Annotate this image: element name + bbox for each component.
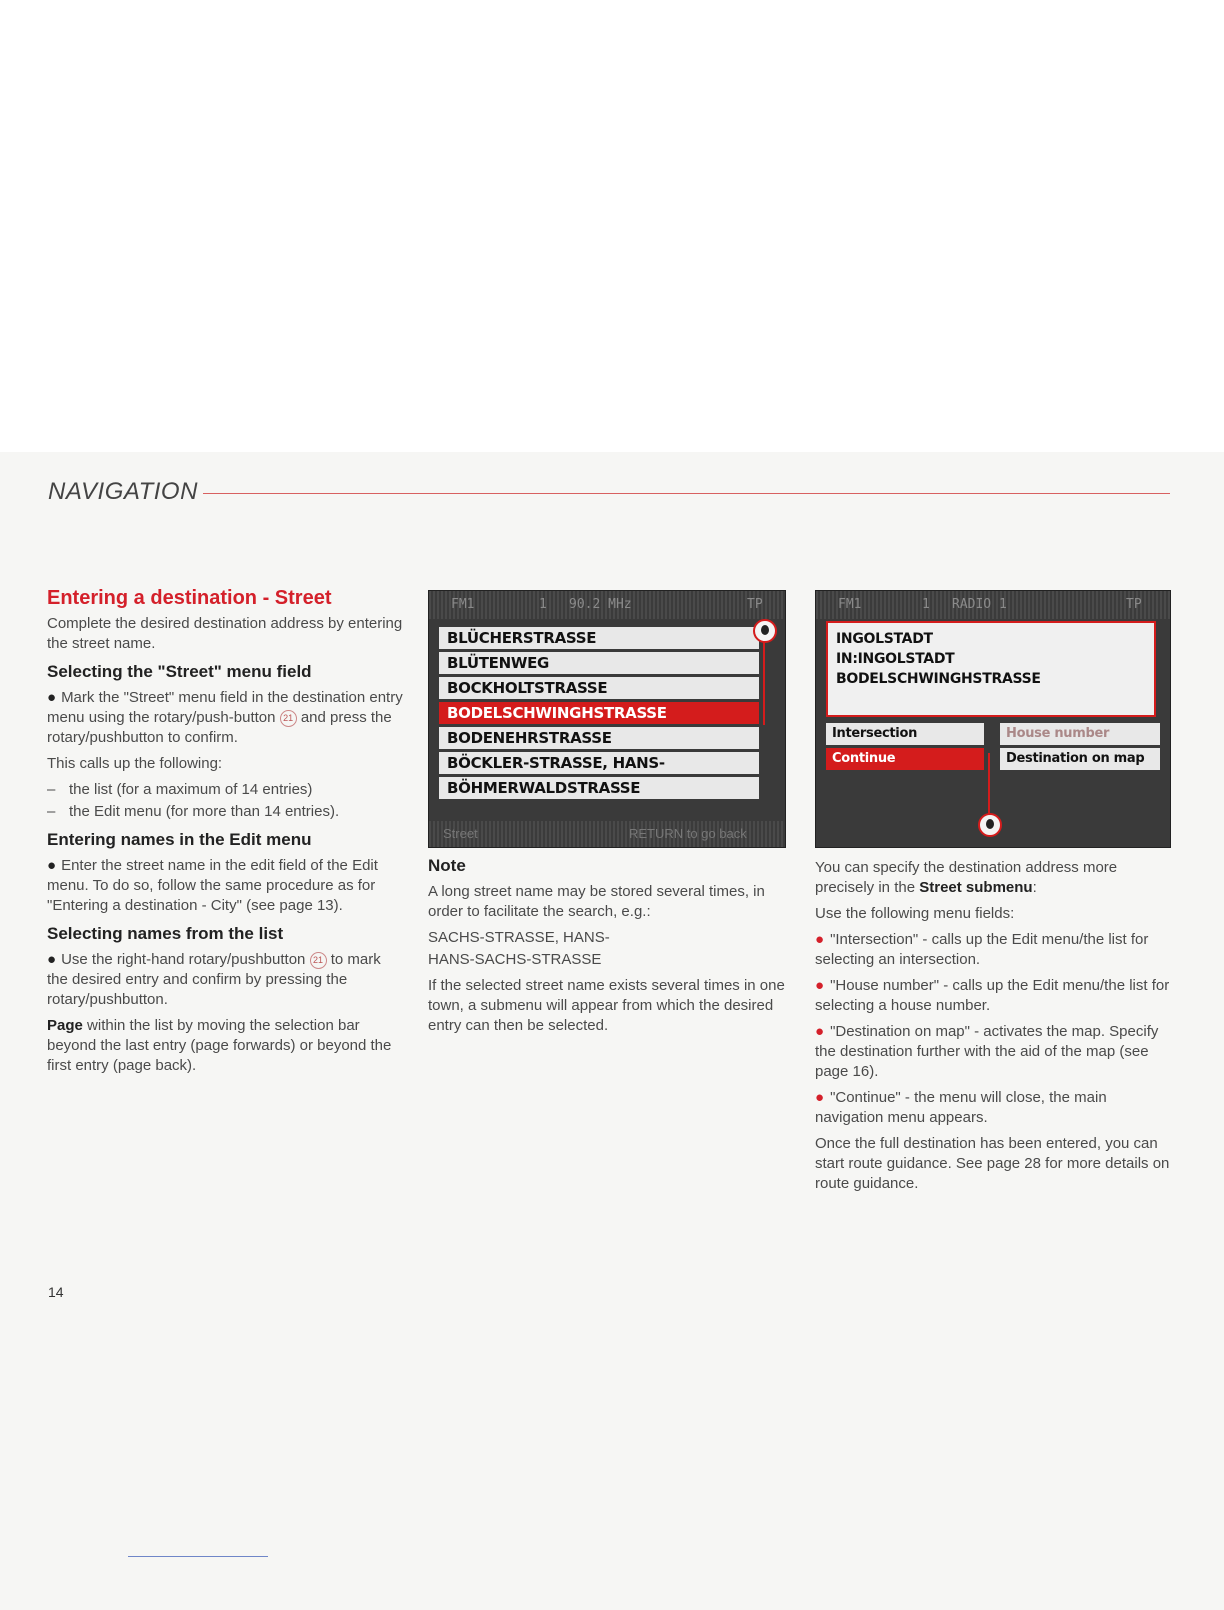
middle-column — [428, 856, 786, 1042]
rotary-knob-icon — [978, 813, 1002, 837]
list-item-selected[interactable]: BODELSCHWINGHSTRASSE — [439, 702, 759, 724]
scrollbar[interactable] — [763, 641, 765, 725]
dash-item-list: – the list (for a maximum of 14 entries) — [47, 781, 313, 798]
page-number: 14 — [48, 1284, 64, 1300]
button-21-icon: 21 — [310, 952, 327, 969]
paragraph-submenu: You can specify the destination address more precisely in the Street submenu: — [815, 859, 1118, 896]
example-2: HANS-SACHS-STRASSE — [428, 951, 602, 968]
status-preset: 1 — [922, 597, 930, 612]
status-tp: TP — [1126, 597, 1142, 612]
left-column — [47, 588, 403, 1082]
note-paragraph: A long street name may be stored several times, in order to facilitate the search, e.g.: — [428, 883, 765, 920]
paragraph-route-guidance: Once the full destination has been entered, you can start route guidance. See page 28 for more details on route guidance. — [815, 1135, 1170, 1192]
paragraph-use-fields: Use the following menu fields: — [815, 905, 1015, 922]
info-line-city: INGOLSTADT — [836, 631, 933, 647]
status-tp: TP — [747, 597, 763, 612]
option-continue[interactable]: Continue — [826, 748, 984, 770]
list-item[interactable]: BLÜCHERSTRASSE — [439, 627, 759, 649]
bottom-label-street: Street — [443, 826, 478, 841]
screen-status-bar — [816, 591, 1170, 619]
page-title: Entering a destination - Street — [47, 587, 332, 609]
option-house-number[interactable]: House number — [1000, 723, 1160, 745]
dash-item-edit: – the Edit menu (for more than 14 entries). — [47, 803, 340, 820]
option-destination-on-map[interactable]: Destination on map — [1000, 748, 1160, 770]
bullet-intersection: ● "Intersection" - calls up the Edit menu/the list for selecting an intersection. — [815, 931, 1149, 968]
example-1: SACHS-STRASSE, HANS- — [428, 929, 610, 946]
status-frequency: 90.2 MHz — [569, 597, 632, 612]
bullet-destination-map: ● "Destination on map" - activates the map. Specify the destination further with the aid of the map (see page 16). — [815, 1023, 1159, 1080]
note-title: Note — [428, 856, 466, 875]
info-line-street: BODELSCHWINGHSTRASSE — [836, 671, 1041, 687]
bullet-continue: ● "Continue" - the menu will close, the main navigation menu appears. — [815, 1089, 1107, 1126]
status-station: RADIO 1 — [952, 597, 1007, 612]
heading-selecting-street: Selecting the "Street" menu field — [47, 662, 312, 681]
intro-text: Complete the desired destination address by entering the street name. — [47, 615, 403, 652]
status-band: FM1 — [451, 597, 475, 612]
paragraph-mark-street: ● Mark the "Street" menu field in the destination entry menu using the rotary/push-button 21 and press the rotary/pushbutton to confirm. — [47, 689, 403, 746]
destination-info-box — [826, 621, 1156, 717]
button-21-icon: 21 — [280, 710, 297, 727]
knob-pointer-line — [988, 753, 990, 819]
info-line-in: IN:INGOLSTADT — [836, 651, 955, 667]
list-item[interactable]: BÖHMERWALDSTRASSE — [439, 777, 759, 799]
bullet-house-number: ● "House number" - calls up the Edit menu/the list for selecting a house number. — [815, 977, 1170, 1014]
bottom-label-return: RETURN to go back — [629, 826, 747, 841]
note-paragraph-2: If the selected street name exists several times in one town, a submenu will appear from which the desired entry can then be selected. — [428, 977, 785, 1034]
section-header — [48, 478, 1170, 508]
heading-from-list: Selecting names from the list — [47, 924, 284, 943]
header-rule — [203, 493, 1170, 494]
paragraph-page: Page within the list by moving the selection bar beyond the last entry (page forwards) or beyond the first entry (page back). — [47, 1017, 392, 1074]
status-band: FM1 — [838, 597, 862, 612]
list-item[interactable]: BODENEHRSTRASSE — [439, 727, 759, 749]
paragraph-rotary: ● Use the right-hand rotary/pushbutton 21 to mark the desired entry and confirm by pressing the rotary/pushbutton. — [47, 951, 381, 1008]
paragraph-edit: ● Enter the street name in the edit field of the Edit menu. To do so, follow the same procedure as for "Entering a destination - City" (see page 13). — [47, 857, 378, 914]
paragraph-calls-up: This calls up the following: — [47, 755, 223, 772]
list-item[interactable]: BLÜTENWEG — [439, 652, 759, 674]
status-preset: 1 — [539, 597, 547, 612]
rotary-knob-icon — [753, 619, 777, 643]
right-column — [815, 858, 1173, 1200]
street-list — [439, 627, 759, 802]
screen-status-bar — [429, 591, 785, 619]
list-item[interactable]: BOCKHOLTSTRASSE — [439, 677, 759, 699]
footer-link-line — [128, 1556, 268, 1557]
street-submenu-screen — [815, 590, 1171, 848]
list-item[interactable]: BÖCKLER-STRASSE, HANS- — [439, 752, 759, 774]
heading-edit-menu: Entering names in the Edit menu — [47, 830, 312, 849]
section-title: NAVIGATION — [48, 478, 198, 505]
street-list-screen — [428, 590, 786, 848]
screen-bottom-bar — [429, 821, 785, 847]
option-intersection[interactable]: Intersection — [826, 723, 984, 745]
